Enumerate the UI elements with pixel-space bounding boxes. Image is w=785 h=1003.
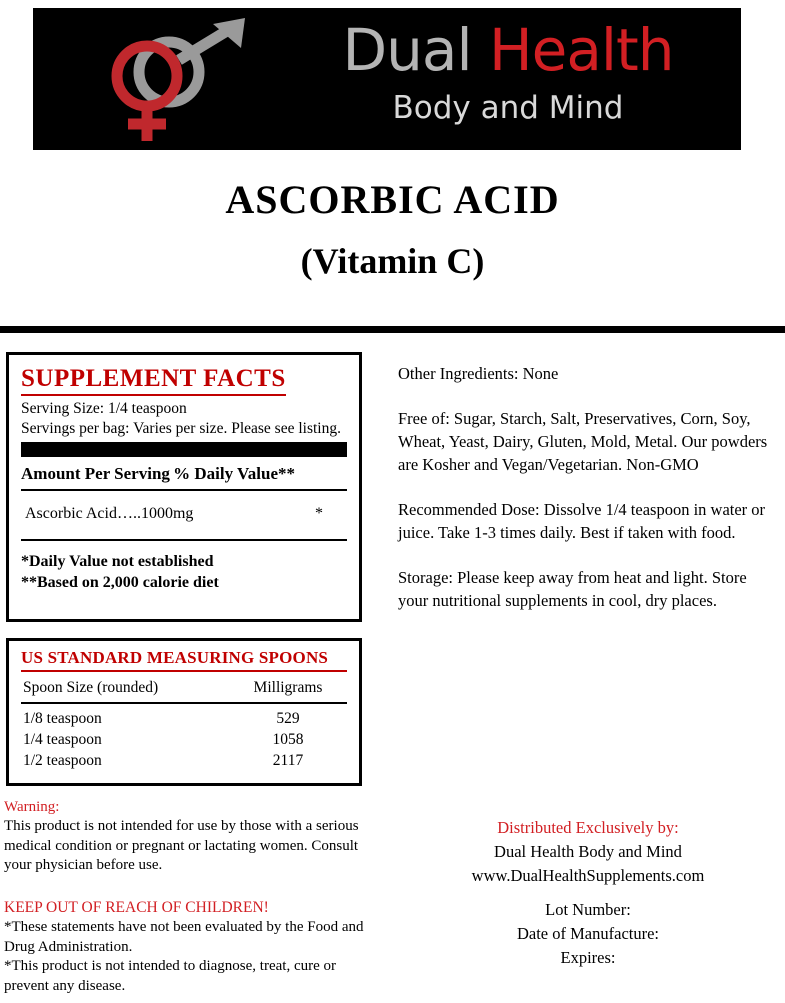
servings-per-bag: Servings per bag: Varies per size. Please see listing. <box>21 420 341 437</box>
milligrams-value: 1058 <box>272 731 304 748</box>
warning-label: Warning: <box>4 799 60 815</box>
brand-tagline: Body and Mind <box>392 90 624 126</box>
supplement-facts-header-row <box>21 457 347 491</box>
brand-banner <box>33 8 741 150</box>
storage-instructions: Storage: Please keep away from heat and light. Store your nutritional supplements in cool, dry places. <box>398 568 747 610</box>
distributor-website: www.DualHealthSupplements.com <box>471 866 705 885</box>
distributor-company: Dual Health Body and Mind <box>494 842 682 861</box>
lot-number-label: Lot Number: <box>545 900 631 919</box>
disclaimer-text: *This product is not intended to diagnose, treat, cure or prevent any disease. <box>4 958 336 994</box>
table-row <box>21 491 347 541</box>
other-ingredients: Other Ingredients: None <box>398 364 559 383</box>
page-subtitle: (Vitamin C) <box>300 241 485 281</box>
distributed-by-label: Distributed Exclusively by: <box>497 818 679 837</box>
daily-value-header: % Daily Value** <box>173 464 295 483</box>
ingredient-daily-value: * <box>315 505 323 522</box>
brand-name-part2: Health <box>489 16 674 84</box>
date-of-manufacture-label: Date of Manufacture: <box>516 924 659 943</box>
brand-name-part1: Dual <box>342 16 472 84</box>
page-title: ASCORBIC ACID <box>225 177 560 222</box>
milligrams-header: Milligrams <box>253 679 323 696</box>
thick-rule <box>21 442 347 457</box>
spoon-size-value: 1/2 teaspoon <box>23 752 102 769</box>
spoon-size-value: 1/8 teaspoon <box>23 710 102 727</box>
table-row <box>21 708 347 729</box>
supplement-facts-panel <box>6 352 362 622</box>
footnote-calorie-diet: **Based on 2,000 calorie diet <box>21 574 219 591</box>
distributor-block <box>398 816 778 888</box>
free-of-list: Free of: Sugar, Starch, Salt, Preservatives, Corn, Soy, Wheat, Yeast, Dairy, Gluten, Mold, Metal. Our powders are Kosher and Vegan/Vegetarian. Non-GMO <box>398 409 768 474</box>
spoon-size-value: 1/4 teaspoon <box>23 731 102 748</box>
measuring-spoons-header-row <box>21 676 347 704</box>
lot-block <box>398 898 778 970</box>
warning-block <box>4 798 364 876</box>
male-female-gender-symbols-icon <box>95 14 265 144</box>
expires-label: Expires: <box>560 948 616 967</box>
fda-statement: *These statements have not been evaluated by the Food and Drug Administration. <box>4 919 364 955</box>
brand-text <box>278 12 738 128</box>
keep-out-label: KEEP OUT OF REACH OF CHILDREN! <box>4 899 269 916</box>
keep-out-of-reach-block <box>4 898 376 996</box>
amount-per-serving-header: Amount Per Serving <box>21 464 170 483</box>
milligrams-value: 529 <box>276 710 300 727</box>
ingredient-name: Ascorbic Acid…..1000mg <box>25 505 194 522</box>
measuring-spoons-title: US STANDARD MEASURING SPOONS <box>21 648 347 672</box>
horizontal-divider <box>0 326 785 333</box>
warning-text: This product is not intended for use by those with a serious medical condition or pregnant or lactating women. Consult your physician before use. <box>4 818 359 873</box>
table-row <box>21 750 347 771</box>
spoon-size-header: Spoon Size (rounded) <box>23 679 159 696</box>
table-row <box>21 729 347 750</box>
measuring-spoons-panel <box>6 638 362 786</box>
serving-size: Serving Size: 1/4 teaspoon <box>21 400 187 417</box>
recommended-dose: Recommended Dose: Dissolve 1/4 teaspoon in water or juice. Take 1-3 times daily. Best if taken with food. <box>398 500 766 542</box>
footnote-daily-value: *Daily Value not established <box>21 553 214 570</box>
milligrams-value: 2117 <box>272 752 304 769</box>
right-info-column <box>398 362 778 612</box>
supplement-facts-title: SUPPLEMENT FACTS <box>21 365 286 396</box>
